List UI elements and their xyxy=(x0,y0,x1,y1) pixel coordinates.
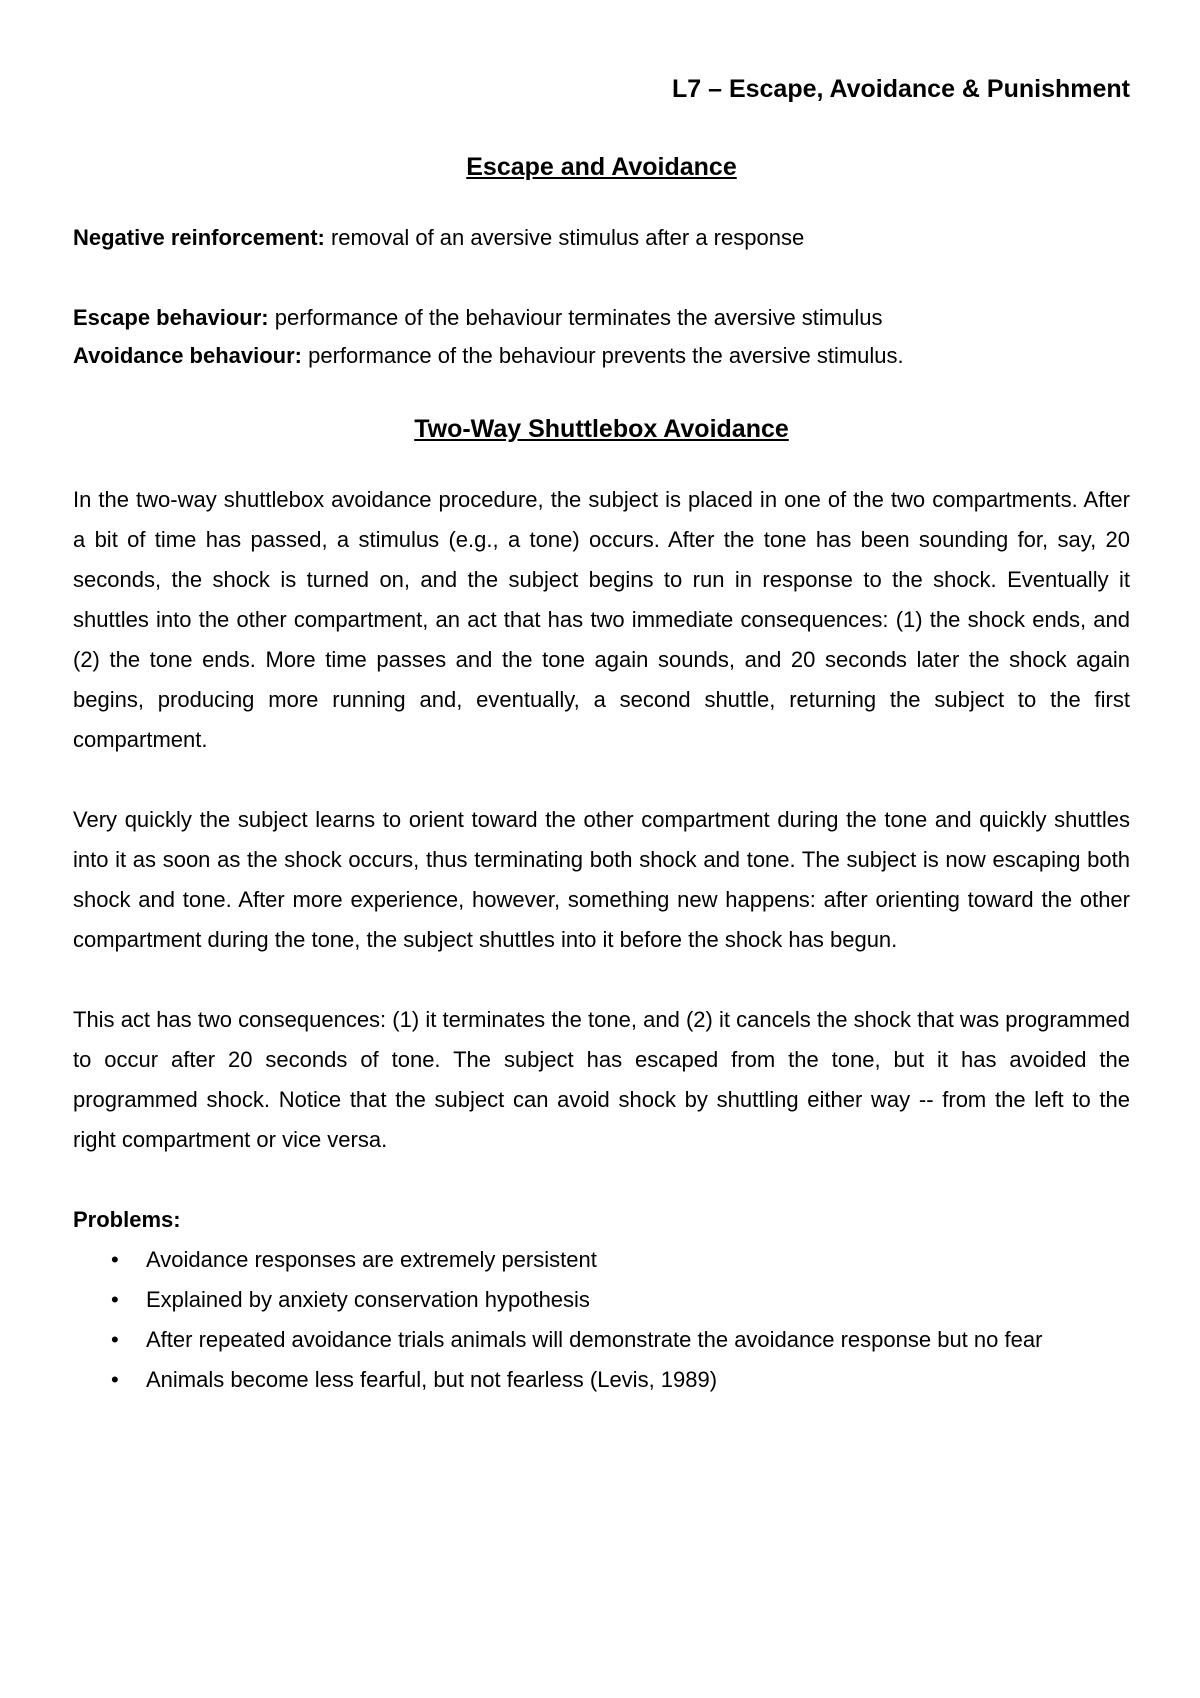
bullet-icon: • xyxy=(111,1367,119,1392)
list-item-text: Animals become less fearful, but not fearless (Levis, 1989) xyxy=(146,1367,718,1392)
list-item-text: Avoidance responses are extremely persistent xyxy=(146,1247,597,1272)
definition-text: performance of the behaviour prevents the aversive stimulus. xyxy=(302,343,904,368)
definition-avoidance-behaviour xyxy=(73,338,1130,374)
paragraph-consequences: This act has two consequences: (1) it terminates the tone, and (2) it cancels the shock that was programmed to occur after 20 seconds of tone. The subject has escaped from the tone, but it has avoided the programmed shock. Notice that the subject can avoid shock by shuttling either way -- from the left to the right compartment or vice versa. xyxy=(73,1007,1130,1152)
section-heading-shuttlebox: Two-Way Shuttlebox Avoidance xyxy=(414,415,789,443)
bullet-icon: • xyxy=(111,1287,119,1312)
definition-text: performance of the behaviour terminates the aversive stimulus xyxy=(268,305,883,330)
problems-label: Problems: xyxy=(73,1207,181,1232)
problems-list xyxy=(73,1240,1130,1400)
paragraph-orienting: Very quickly the subject learns to orient toward the other compartment during the tone and quickly shuttles into it as soon as the shock occurs, thus terminating both shock and tone. The subject is now escaping both shock and tone. After more experience, however, something new happens: after orienting toward the other compartment during the tone, the subject shuttles into it before the shock has begun. xyxy=(73,807,1130,952)
section-heading-escape-avoidance: Escape and Avoidance xyxy=(466,153,737,181)
list-item xyxy=(73,1240,1130,1280)
definition-text: removal of an aversive stimulus after a response xyxy=(324,225,805,250)
definition-escape-behaviour xyxy=(73,298,1130,338)
document-page xyxy=(73,72,1130,1400)
list-item-text: Explained by anxiety conservation hypothesis xyxy=(146,1287,590,1312)
list-item xyxy=(73,1360,1130,1400)
bullet-icon: • xyxy=(111,1247,119,1272)
definition-term: Avoidance behaviour: xyxy=(73,343,303,368)
bullet-icon: • xyxy=(111,1327,119,1352)
list-item-text: After repeated avoidance trials animals will demonstrate the avoidance response but no fear xyxy=(146,1327,1043,1352)
definition-term: Negative reinforcement: xyxy=(73,225,325,250)
list-item xyxy=(73,1320,1130,1360)
paragraph-shuttlebox-procedure: In the two-way shuttlebox avoidance procedure, the subject is placed in one of the two compartments. After a bit of time has passed, a stimulus (e.g., a tone) occurs. After the tone has been sounding for, say, 20 seconds, the shock is turned on, and the subject begins to run in response to the shock. Eventually it shuttles into the other compartment, an act that has two immediate consequences: (1) the shock ends, and (2) the tone ends. More time passes and the tone again sounds, and 20 seconds later the shock again begins, producing more running and, eventually, a second shuttle, returning the subject to the first compartment. xyxy=(73,487,1130,752)
definition-term: Escape behaviour: xyxy=(73,305,269,330)
list-item xyxy=(73,1280,1130,1320)
definition-negative-reinforcement xyxy=(73,218,1130,258)
document-header-title: L7 – Escape, Avoidance & Punishment xyxy=(671,75,1130,103)
